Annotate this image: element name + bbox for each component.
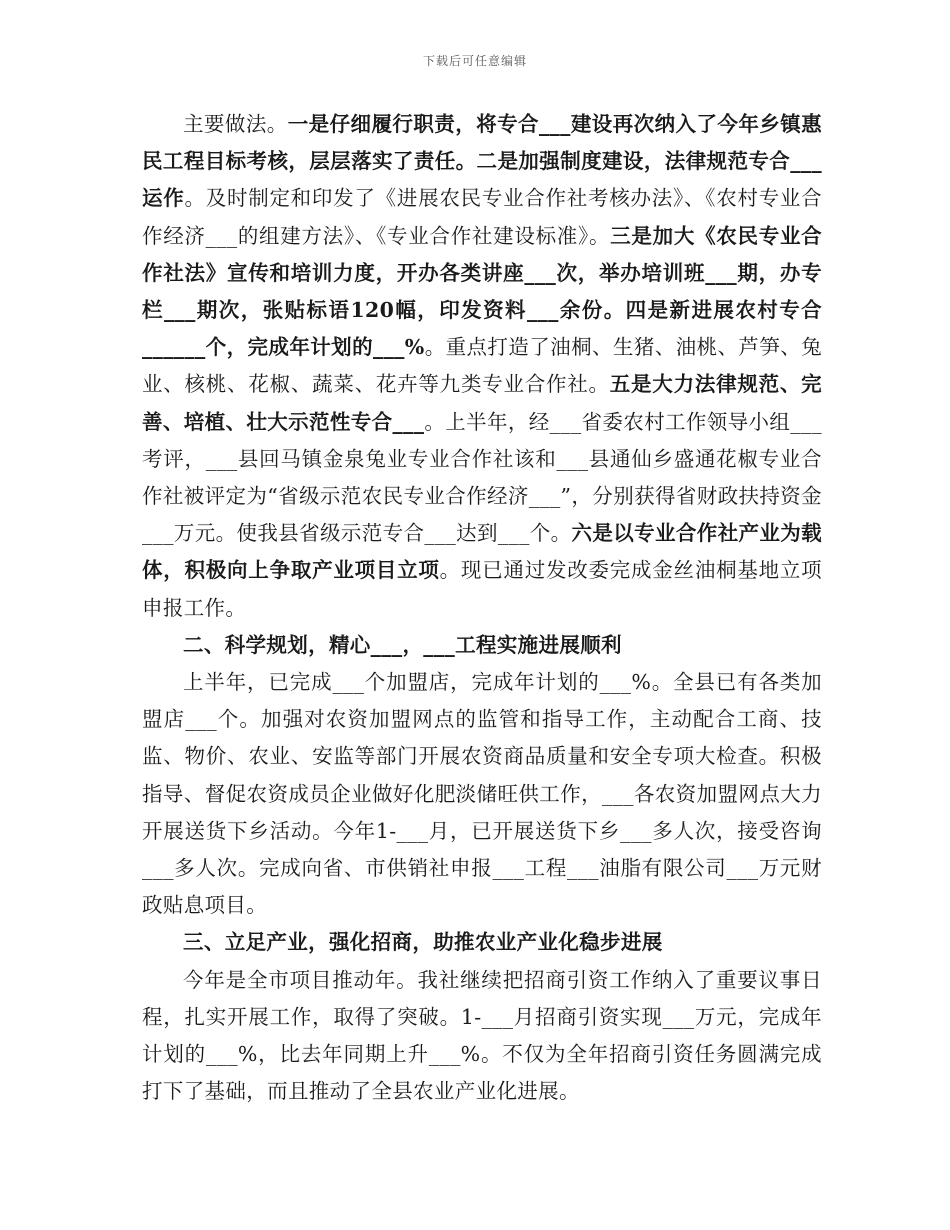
- bold-point-1-2: 一是仔细履行职责，将专合___建设再次纳入了今年乡镇惠民工程目标考核，层层落实了责任。二是加强制度建设，法律规范专合___运作: [142, 112, 823, 211]
- paragraph-main-practices: [142, 106, 822, 627]
- plain-text: 。上半年，经___省委农村工作领导小组___考评，___县回马镇金泉兔业专业合作社该和___县通仙乡盛通花椒专业合作社被评定为“省级示范农民专业合作经济___”，分别获得省财政扶持资金___万元。使我县省级示范专合___达到___个。: [142, 409, 823, 546]
- paragraph-section-2: 上半年，已完成___个加盟店，完成年计划的___%。全县已有各类加盟店___个。加强对农资加盟网点的监管和指导工作，主动配合工商、技监、物价、农业、安监等部门开展农资商品质量和安全专项大检查。积极指导、督促农资成员企业做好化肥淡储旺供工作，___各农资加盟网点大力开展送货下乡活动。今年1-___月，已开展送货下乡___多人次，接受咨询___多人次。完成向省、市供销社申报___工程___油脂有限公司___万元财政贴息项目。: [142, 670, 822, 918]
- page-header: 下载后可任意编辑: [422, 54, 527, 68]
- bold-point-5: 五是大力法律规范、完善、培植、壮大示范性专合___: [142, 372, 822, 434]
- plain-text: 。重点打造了油桐、生猪、油桃、芦笋、兔业、核桃、花椒、蔬菜、花卉等九类专业合作社。: [142, 335, 823, 397]
- bold-point-6: 六是以专业合作社产业为载体，积极向上争取产业项目立项: [142, 521, 823, 583]
- section-heading-3: 三、立足产业，强化招商，助推农业产业化稳步进展: [183, 930, 663, 955]
- document-body: [142, 106, 822, 1110]
- paragraph-lead: 主要做法。: [183, 112, 288, 136]
- plain-text: 。现已通过发改委完成金丝油桐基地立项申报工作。: [142, 558, 822, 620]
- paragraph-section-3: 今年是全市项目推动年。我社继续把招商引资工作纳入了重要议事日程，扎实开展工作，取得了突破。1-___月招商引资实现___万元，完成年计划的___%，比去年同期上升___%。不仅为全年招商引资任务圆满完成打下了基础，而且推动了全县农业产业化进展。: [142, 967, 822, 1104]
- bold-point-3-4: 三是加大《农民专业合作社法》宣传和培训力度，开办各类讲座___次，举办培训班___期，办专栏___期次，张贴标语120幅，印发资料___余份。四是新进展农村专合______个，完成年计划的___%: [142, 223, 823, 360]
- section-heading-2: 二、科学规划，精心___，___工程实施进展顺利: [183, 632, 622, 657]
- plain-text: 。及时制定和印发了《进展农民专业合作社考核办法》、《农村专业合作经济___的组建方法》、《专业合作社建设标准》。: [142, 186, 822, 248]
